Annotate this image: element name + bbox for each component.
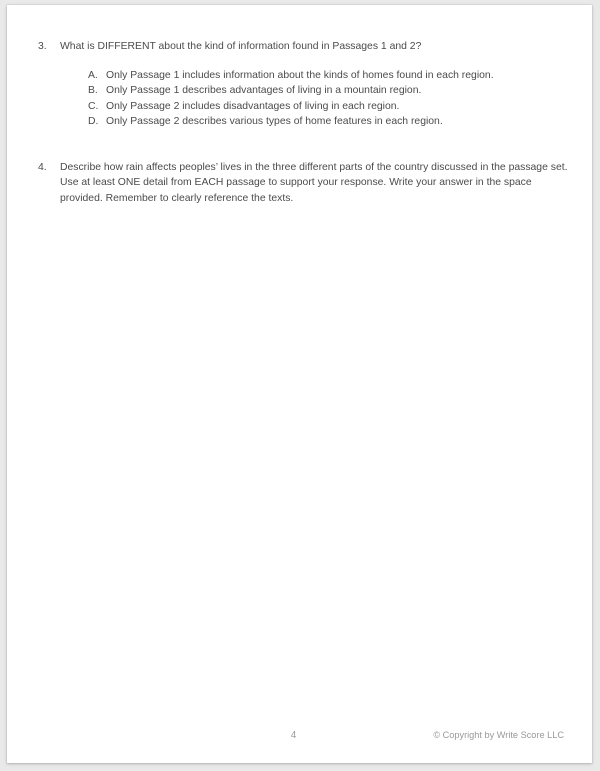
choice-a[interactable] [88, 68, 558, 83]
choice-d-letter: D. [88, 116, 99, 128]
choice-c-letter: C. [88, 100, 99, 112]
page-footer [7, 730, 592, 752]
question-4-prompt: Describe how rain affects peoples’ lives in the three different parts of the country discussed in the passage set. Use at least ONE detail from EACH passage to support your response. Write your answer in the space provided. Remember to clearly reference the texts. [60, 162, 568, 204]
copyright-notice: © Copyright by Write Score LLC [433, 730, 564, 740]
question-3-number: 3. [38, 41, 47, 52]
choice-a-text: Only Passage 1 includes information about the kinds of homes found in each region. [106, 70, 494, 81]
question-4-response-space[interactable] [38, 220, 571, 710]
choice-b-text: Only Passage 1 describes advantages of living in a mountain region. [106, 85, 422, 97]
question-3-choices [88, 68, 558, 130]
question-4 [38, 160, 571, 206]
choice-c[interactable] [88, 99, 558, 114]
choice-b[interactable] [88, 83, 558, 98]
question-3 [38, 39, 558, 54]
choice-c-text: Only Passage 2 includes disadvantages of living in each region. [106, 100, 400, 112]
page-number: 4 [290, 730, 297, 741]
question-4-number: 4. [38, 162, 47, 173]
question-3-prompt: What is DIFFERENT about the kind of information found in Passages 1 and 2? [60, 41, 422, 52]
choice-b-letter: B. [88, 85, 98, 97]
choice-d[interactable] [88, 114, 558, 129]
page-content [7, 5, 592, 763]
choice-a-letter: A. [88, 70, 98, 81]
choice-d-text: Only Passage 2 describes various types of home features in each region. [106, 116, 443, 128]
document-page [7, 5, 592, 763]
